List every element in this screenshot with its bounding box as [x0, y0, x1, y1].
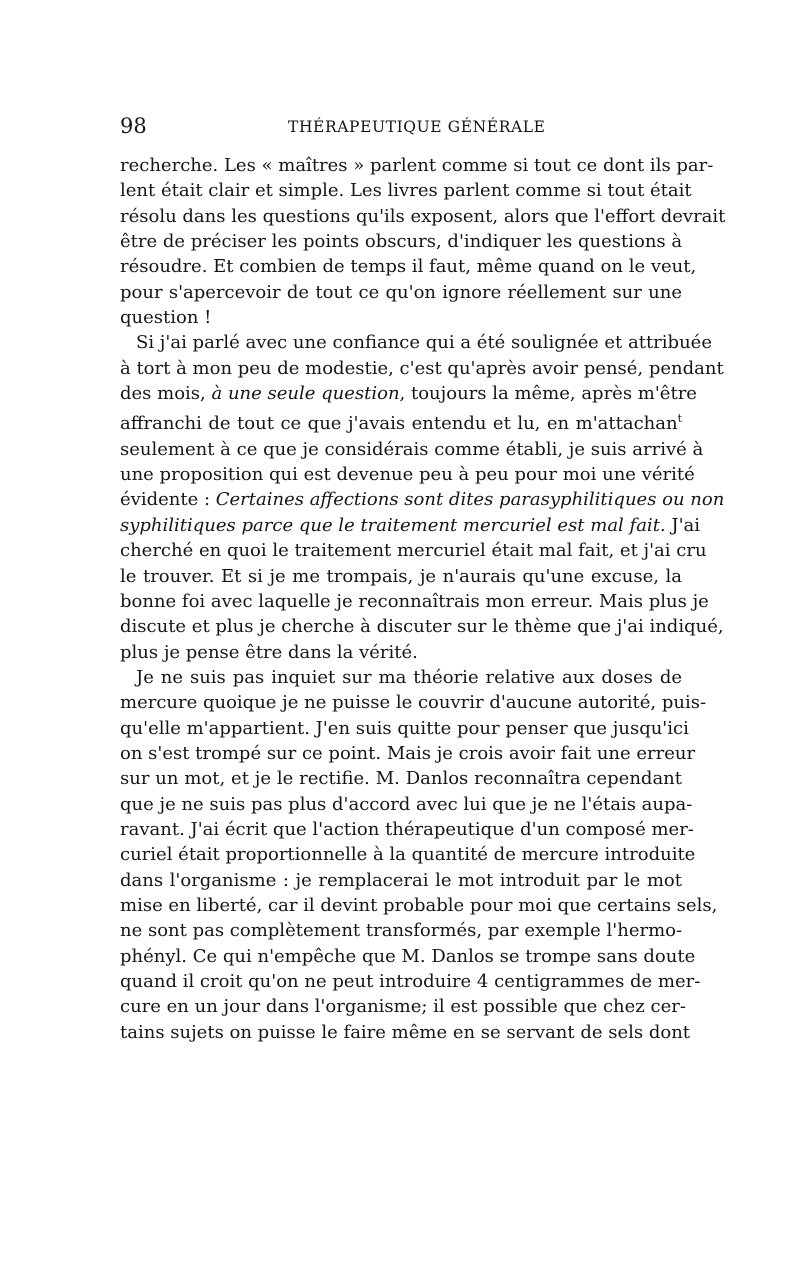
text-segment: affranchi de tout ce que j'avais entendu et lu, en m'attachan: [120, 413, 678, 435]
text-segment: évidente :: [120, 489, 216, 511]
text-line: résoudre. Et combien de temps il faut, même quand on le veut,: [120, 256, 697, 278]
text-line: qu'elle m'appartient. J'en suis quitte pour penser que jusqu'ici: [120, 717, 689, 739]
text-line: que je ne suis pas plus d'accord avec lui que je ne l'étais aupa-: [120, 793, 693, 815]
italic-phrase: syphilitiques parce que le traitement mercuriel est mal fait.: [120, 514, 666, 536]
text-segment: des mois,: [120, 383, 212, 405]
italic-phrase: Certaines affections sont dites parasyphilitiques ou non: [215, 489, 725, 511]
italic-phrase: à une seule question: [211, 383, 400, 405]
running-title: THÉRAPEUTIQUE GÉNÉRALE: [288, 118, 546, 136]
page-number: 98: [120, 114, 147, 138]
text-line: mercure quoique je ne puisse le couvrir d'aucune autorité, puis-: [120, 692, 707, 714]
text-line: lent était clair et simple. Les livres parlent comme si tout était: [120, 180, 692, 202]
superscript-letter: t: [677, 412, 682, 426]
text-line: [120, 381, 697, 406]
text-line: une proposition qui est devenue peu à peu pour moi une vérité: [120, 464, 695, 486]
text-line: quand il croit qu'on ne peut introduire 4 centigrammes de mer-: [120, 971, 701, 992]
text-line: être de préciser les points obscurs, d'indiquer les questions à: [120, 231, 683, 253]
text-line: tains sujets on puisse le faire même en se servant de sels dont: [120, 1021, 691, 1043]
text-line: recherche. Les « maîtres » parlent comme si tout ce dont ils par-: [120, 155, 714, 176]
text-line: pour s'apercevoir de tout ce qu'on ignore réellement sur une: [120, 281, 682, 303]
text-line: [120, 406, 682, 436]
text-line: [120, 487, 725, 512]
text-line: à tort à mon peu de modestie, c'est qu'après avoir pensé, pendant: [120, 357, 724, 379]
text-line: plus je pense être dans la vérité.: [120, 641, 418, 663]
text-line: cherché en quoi le traitement mercuriel était mal fait, et j'ai cru: [120, 540, 707, 562]
text-line: on s'est trompé sur ce point. Mais je crois avoir fait une erreur: [120, 742, 696, 764]
text-line: seulement à ce que je considérais comme établi, je suis arrivé à: [120, 438, 704, 460]
text-line: sur un mot, et je le rectifie. M. Danlos reconnaîtra cependant: [120, 768, 682, 790]
text-segment: , toujours la même, après m'être: [399, 383, 697, 405]
text-line: ne sont pas complètement transformés, par exemple l'hermo-: [120, 920, 683, 942]
text-line: Si j'ai parlé avec une confiance qui a été soulignée et attribuée: [136, 332, 712, 354]
text-segment: J'ai: [665, 514, 701, 536]
text-line: phényl. Ce qui n'empêche que M. Danlos se trompe sans doute: [120, 945, 696, 967]
text-line: bonne foi avec laquelle je reconnaîtrais mon erreur. Mais plus je: [120, 590, 709, 612]
text-line: ravant. J'ai écrit que l'action thérapeutique d'un composé mer-: [120, 818, 694, 840]
text-line: cure en un jour dans l'organisme; il est possible que chez cer-: [120, 996, 686, 1018]
body-text: [120, 153, 726, 1045]
text-line: mise en liberté, car il devint probable pour moi que certains sels,: [120, 894, 718, 916]
text-line: [120, 513, 701, 538]
text-line: le trouver. Et si je me trompais, je n'aurais qu'une excuse, la: [120, 565, 682, 587]
text-line: curiel était proportionnelle à la quantité de mercure introduite: [120, 844, 696, 866]
text-line: Je ne suis pas inquiet sur ma théorie relative aux doses de: [136, 666, 682, 688]
text-line: discute et plus je cherche à discuter sur le thème que j'ai indiqué,: [120, 616, 724, 638]
text-line: question !: [120, 307, 212, 329]
text-line: résolu dans les questions qu'ils exposent, alors que l'effort devrait: [120, 205, 726, 227]
text-line: dans l'organisme : je remplacerai le mot introduit par le mot: [120, 869, 682, 891]
